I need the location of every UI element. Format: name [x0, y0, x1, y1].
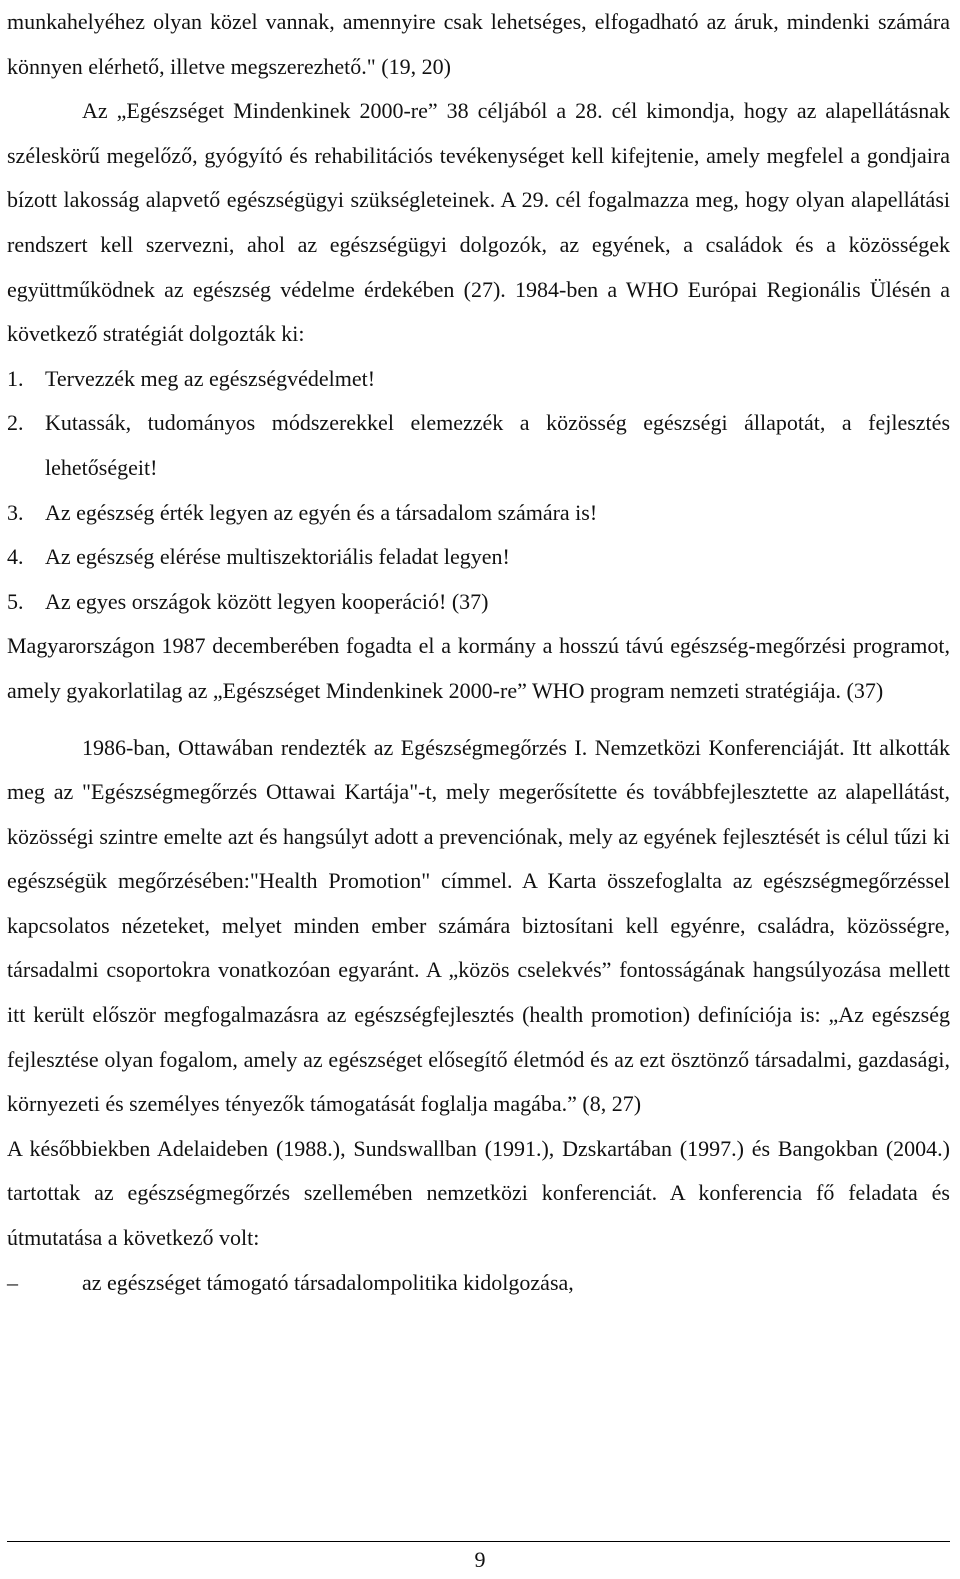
dash-bullet: – [7, 1269, 18, 1295]
list-item [7, 401, 950, 490]
list-item-text: Tervezzék meg az egészségvédelmet! [45, 365, 376, 391]
paragraph-later-conferences: A későbbiekben Adelaideben (1988.), Sundswallban (1991.), Dzskartában (1997.) és Bangokban (2004.) tartottak az egészségmegőrzés szellemében nemzetközi konferenciát. A konferencia fő feladata és útmutatása a következő volt: [7, 1135, 950, 1251]
list-item-text: Kutassák, tudományos módszerekkel elemezzék a közösség egészségi állapotát, a fejlesztés lehetőségeit! [45, 410, 950, 480]
list-item-text: az egészséget támogató társadalompolitika kidolgozása, [82, 1269, 574, 1295]
list-item-number: 2. [7, 410, 24, 436]
paragraph-gap [7, 714, 950, 726]
list-item [7, 357, 950, 402]
paragraph-ottawa-charter: 1986-ban, Ottawában rendezték az Egészségmegőrzés I. Nemzetközi Konferenciáját. Itt alkották meg az "Egészségmegőrzés Ottawai Kartája"-t, mely megerősítette és továbbfejlesztette az alapellátást, közösségi szintre emelte azt és hangsúlyt adott a prevenciónak, mely az egyének fejlesztését is célul tűzi ki egészségük megőrzésében:"Health Promotion" címmel. A Karta összefoglalta az egészségmegőrzéssel kapcsolatos nézeteket, melyet minden ember számára biztosítani kell egyénre, családra, közösségre, társadalmi csoportokra vonatkozóan egyaránt. A „közös cselekvés” fontosságának hangsúlyozása mellett itt került először megfogalmazásra az egészségfejlesztés (health promotion) definíciója is: „Az egészség fejlesztése olyan fogalom, amely az egészséget elősegítő életmód és az ezt ösztönző társadalmi, gazdasági, környezeti és személyes tényezők támogatását foglalja magába.” (8, 27) [7, 734, 950, 1117]
list-item [7, 1261, 950, 1306]
list-item-text: Az egészség elérése multiszektoriális feladat legyen! [45, 544, 510, 570]
list-item [7, 580, 950, 625]
paragraph-who-goals: Az „Egészséget Mindenkinek 2000-re” 38 céljából a 28. cél kimondja, hogy az alapellátásnak széleskörű megelőző, gyógyító és rehabilitációs tevékenységet kell kifejtenie, amely megfelel a gondjaira bízott lakosság alapvető egészségügyi szükségleteinek. A 29. cél fogalmazza meg, hogy olyan alapellátási rendszert kell szervezni, ahol az egészségügyi dolgozók, az egyének, a családok és a közösségek együttműködnek az egészség védelme érdekében (27). 1984-ben a WHO Európai Regionális Ülésén a következő stratégiát dolgozták ki: [7, 98, 950, 347]
paragraph-continuation: munkahelyéhez olyan közel vannak, amennyire csak lehetséges, elfogadható az áruk, mindenki számára könnyen elérhető, illetve megszerezhető." (19, 20) [7, 9, 950, 79]
footer-divider [7, 1541, 950, 1542]
page-number: 9 [474, 1547, 486, 1572]
list-item-text: Az egyes országok között legyen kooperáció! (37) [45, 588, 489, 614]
list-item-number: 3. [7, 499, 24, 525]
list-item [7, 491, 950, 536]
task-list [7, 1261, 950, 1306]
list-item-text: Az egészség érték legyen az egyén és a társadalom számára is! [45, 499, 598, 525]
list-item-number: 1. [7, 365, 24, 391]
list-item-number: 5. [7, 588, 24, 614]
document-page [7, 0, 950, 1305]
list-item [7, 535, 950, 580]
list-item-number: 4. [7, 544, 24, 570]
strategy-list [7, 357, 950, 625]
paragraph-hungary-program: Magyarországon 1987 decemberében fogadta el a kormány a hosszú távú egészség-megőrzési programot, amely gyakorlatilag az „Egészséget Mindenkinek 2000-re” WHO program nemzeti stratégiája. (37) [7, 633, 950, 703]
